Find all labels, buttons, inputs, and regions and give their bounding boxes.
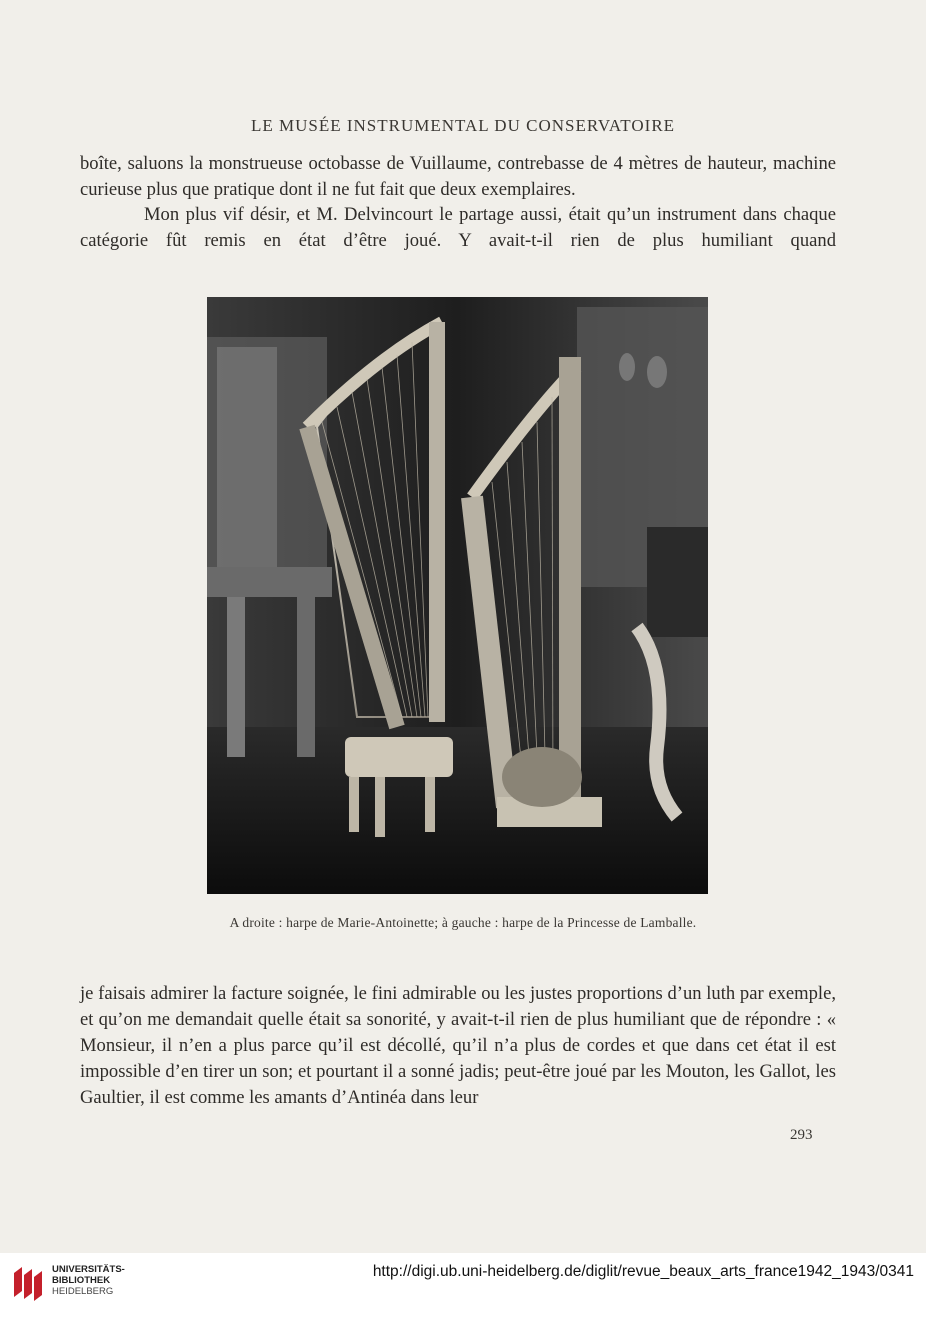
- figure-caption: A droite : harpe de Marie-Antoinette; à gauche : harpe de la Princesse de Lamballe.: [229, 915, 697, 930]
- harps-photograph: [207, 297, 708, 894]
- page-number: 293: [790, 1127, 813, 1143]
- library-line-3: HEIDELBERG: [52, 1286, 114, 1297]
- paragraph-1: boîte, saluons la monstrueuse octobasse de Vuillaume, contrebasse de 4 mètres de hauteur, machine curieuse plus que pratique dont il ne fut fait que deux exemplaires.: [80, 153, 836, 200]
- library-name: [52, 1264, 125, 1297]
- library-line-1: UNIVERSITÄTS-: [52, 1264, 125, 1275]
- permalink-url[interactable]: http://digi.ub.uni-heidelberg.de/diglit/revue_beaux_arts_france1942_1943/0341: [372, 1263, 914, 1280]
- paragraph-3: je faisais admirer la facture soignée, le fini admirable ou les justes proportions d’un luth par exemple, et qu’on me demandait quelle était sa sonorité, y avait-t-il rien de plus humiliant que de répondre : « Monsieur, il n’en a plus parce qu’il est décollé, qu’il n’a plus de cordes et que dans cet état il est impossible d’en tirer un son; et pourtant il a sonné jadis; peut-être joué par les Mouton, les Gallot, les Gaultier, il est comme les amants d’Antinéa dans leur: [80, 983, 836, 1108]
- paragraph-2: Mon plus vif désir, et M. Delvincourt le partage aussi, était qu’un instrument dans chaque catégorie fût remis en état d’être joué. Y avait-t-il rien de plus humiliant quand: [80, 204, 836, 251]
- library-logo-icon: [10, 1263, 44, 1303]
- library-line-2: BIBLIOTHEK: [52, 1275, 111, 1286]
- running-title: LE MUSÉE INSTRUMENTAL DU CONSERVATOIRE: [250, 116, 676, 135]
- footer-bar: [0, 1253, 926, 1319]
